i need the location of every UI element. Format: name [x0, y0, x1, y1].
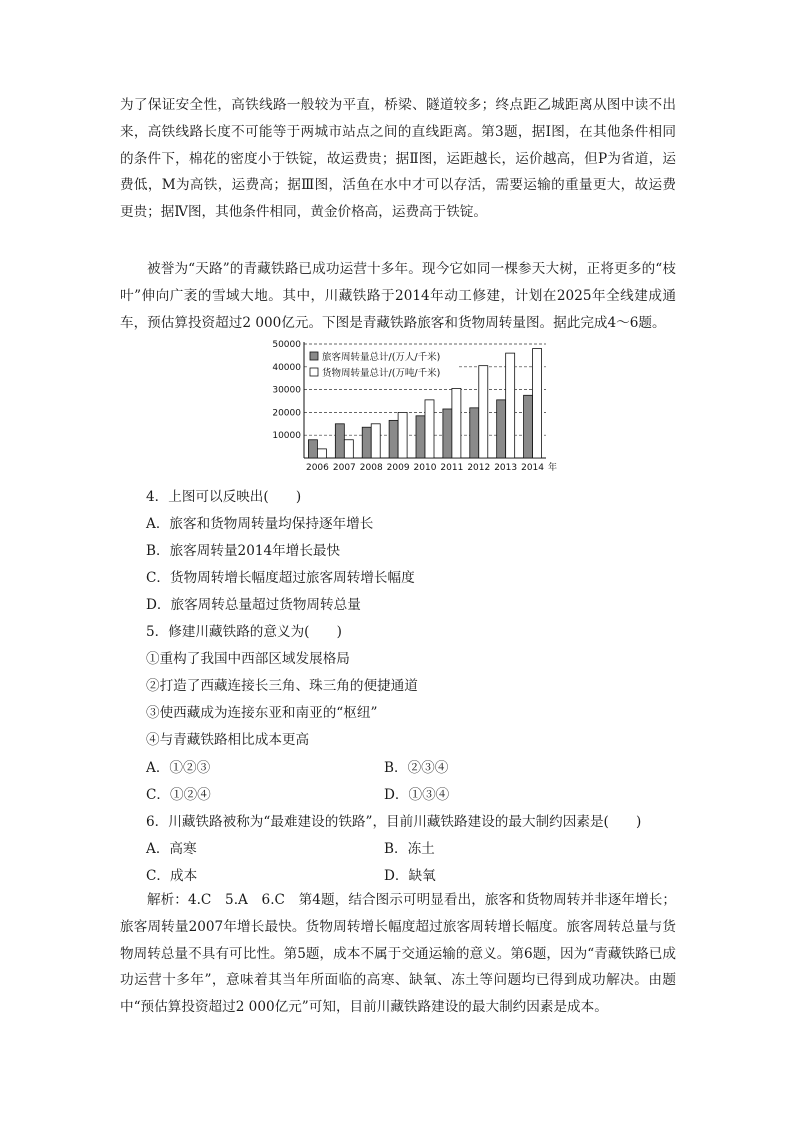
q6-option-b: B．冻土: [384, 841, 435, 857]
passenger-bar: [362, 427, 371, 458]
q6-option-c: C．成本: [146, 868, 198, 884]
freight-bar: [479, 366, 488, 458]
q6-option-d: D．缺氧: [384, 868, 436, 884]
y-tick-label: 30000: [272, 385, 301, 396]
x-tick-label: 2014: [521, 463, 545, 473]
y-tick-label: 20000: [272, 408, 301, 419]
passenger-bar: [389, 420, 398, 458]
q5-option-c: C．①②④: [146, 787, 211, 803]
material-paragraph: 被誉为“天路”的青藏铁路已成功运营十多年。现今它如同一棵参天大树，正将更多的“枝叶”伸向广袤的雪域大地。其中，川藏铁路于2014年动工修建，计划在2025年全线建成通车，预估算投资超过2 000亿元。下图是青藏铁路旅客和货物周转量图。据此完成4～6题。: [120, 261, 676, 331]
x-tick-label: 2013: [494, 463, 518, 473]
q5-option-a: A．①②③: [146, 760, 211, 776]
q4-option-b: B．旅客周转量2014年增长最快: [146, 543, 341, 559]
freight-bar: [344, 440, 353, 458]
x-tick-label: 2009: [386, 463, 410, 473]
q4-option-c: C．货物周转增长幅度超过旅客周转增长幅度: [146, 570, 415, 586]
x-tick-label: 2010: [413, 463, 437, 473]
x-tick-label: 2007: [332, 463, 356, 473]
freight-bar: [371, 424, 380, 458]
analysis-paragraph: 解析：4.C 5.A 6.C 第4题，结合图示可明显看出，旅客和货物周转并非逐年增长；旅客周转量2007年增长最快。货物周转增长幅度超过旅客周转增长幅度。旅客周转总量与货物周转总量不具有可比性。第5题，成本不属于交通运输的意义。第6题，因为“青藏铁路已成功运营十多年”，意味着其当年所面临的高寒、缺氧、冻土等问题均已得到成功解决。由题中“预估算投资超过2 000亿元”可知，目前川藏铁路建设的最大制约因素是成本。: [120, 892, 676, 1016]
q4-option-a: A．旅客和货物周转量均保持逐年增长: [146, 516, 374, 532]
passenger-bar: [308, 440, 317, 458]
q6-option-a: A．高寒: [146, 841, 197, 857]
q4-stem: 4．上图可以反映出( ): [146, 489, 302, 505]
freight-bar: [533, 349, 542, 458]
freight-bar: [506, 353, 515, 458]
x-axis-unit: 年: [548, 463, 558, 473]
passenger-bar: [335, 424, 344, 458]
freight-bar: [452, 388, 461, 458]
q5-item-3: ③使西藏成为连接东亚和南亚的“枢纽”: [146, 705, 378, 721]
legend-label-passenger: 旅客周转量总计/(万人/千米): [322, 352, 441, 363]
y-tick-label: 40000: [272, 362, 301, 373]
x-tick-label: 2008: [359, 463, 383, 473]
q5-option-d: D．①③④: [384, 787, 450, 803]
q5-stem: 5．修建川藏铁路的意义为( ): [146, 624, 342, 640]
intro-paragraph: 为了保证安全性，高铁线路一般较为平直，桥梁、隧道较多；终点距乙城距离从图中读不出来，高铁线路长度不可能等于两城市站点之间的直线距离。第3题，据Ⅰ图，在其他条件相同的条件下，棉花的密度小于铁锭，故运费贵；据Ⅱ图，运距越长，运价越高，但P为省道，运费低，M为高铁，运费高；据Ⅲ图，活鱼在水中才可以存活，需要运输的重量更大，故运费更贵；据Ⅳ图，其他条件相同，黄金价格高，运费高于铁锭。: [120, 97, 676, 221]
q4-option-d: D．旅客周转总量超过货物周转总量: [146, 597, 361, 613]
passenger-bar: [524, 395, 533, 458]
q5-option-b: B．②③④: [384, 760, 449, 776]
legend-swatch-freight: [310, 368, 318, 376]
y-tick-label: 10000: [272, 431, 301, 442]
freight-bar: [317, 449, 326, 458]
passenger-bar: [470, 408, 479, 458]
passenger-bar: [497, 400, 506, 458]
x-tick-label: 2012: [467, 463, 491, 473]
q5-item-1: ①重构了我国中西部区域发展格局: [146, 651, 350, 667]
q5-item-2: ②打造了西藏连接长三角、珠三角的便捷通道: [146, 678, 418, 694]
legend-swatch-passenger: [310, 352, 318, 360]
transport-turnover-bar-chart: [270, 338, 558, 476]
passenger-bar: [443, 409, 452, 458]
x-tick-label: 2011: [440, 463, 464, 473]
freight-bar: [425, 400, 434, 458]
y-tick-label: 50000: [272, 340, 301, 350]
legend-label-freight: 货物周转量总计/(万吨/千米): [322, 368, 441, 379]
freight-bar: [398, 412, 407, 458]
x-tick-label: 2006: [305, 463, 329, 473]
passenger-bar: [416, 416, 425, 458]
q5-item-4: ④与青藏铁路相比成本更高: [146, 732, 310, 748]
q6-stem: 6．川藏铁路被称为“最难建设的铁路”，目前川藏铁路建设的最大制约因素是( ): [146, 814, 642, 830]
